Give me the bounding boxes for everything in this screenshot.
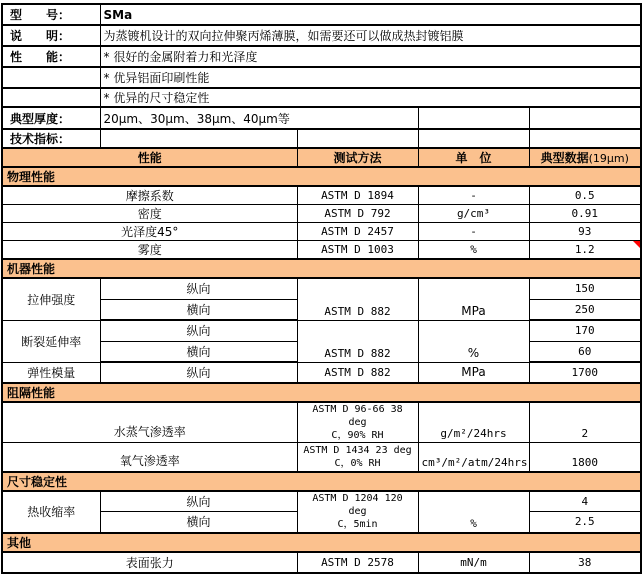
test-method: ASTM D 2578 <box>297 552 418 573</box>
direction-label: 横向 <box>100 512 297 533</box>
property-name: 雾度 <box>2 241 297 260</box>
typical-header-text: 典型数据 <box>540 151 589 165</box>
test-method <box>297 443 418 472</box>
typical-value: 60 <box>529 341 641 362</box>
typical-value: 250 <box>529 299 641 320</box>
section-header-mechanical <box>2 259 641 278</box>
section-header-physical <box>2 167 641 186</box>
column-header-typical <box>529 148 641 167</box>
section-title: 机器性能 <box>2 259 641 278</box>
table-header-row <box>2 148 641 167</box>
typical-value: 170 <box>529 320 641 341</box>
direction-label: 纵向 <box>100 278 297 299</box>
typical-value: 1800 <box>529 443 641 472</box>
property-name: 水蒸气渗透率 <box>2 402 297 443</box>
test-method <box>297 402 418 443</box>
method-line-2: C，5min <box>337 519 378 530</box>
spec-table <box>1 3 642 574</box>
empty-cell <box>100 129 297 148</box>
unit: % <box>418 491 529 533</box>
unit: MPa <box>418 362 529 383</box>
features-label: 性 能： <box>2 46 100 67</box>
typical-value: 0.91 <box>529 205 641 223</box>
description-value: 为蒸镀机设计的双向拉伸聚丙烯薄膜，如需要还可以做成热封镀铝膜 <box>100 25 641 46</box>
table-row <box>2 443 641 472</box>
property-name: 弹性模量 <box>2 362 100 383</box>
property-name: 密度 <box>2 205 297 223</box>
table-row <box>2 186 641 205</box>
feature-item: * 很好的金属附着力和光泽度 <box>100 46 641 67</box>
unit: - <box>418 223 529 241</box>
unit: % <box>418 320 529 362</box>
model-value: SMa <box>100 4 641 25</box>
typical-value: 38 <box>529 552 641 573</box>
property-name: 氧气渗透率 <box>2 443 297 472</box>
comment-indicator-icon <box>633 241 640 248</box>
typical-header-note: (19μm) <box>588 152 629 165</box>
typical-value <box>529 241 641 260</box>
section-title: 尺寸稳定性 <box>2 472 641 491</box>
features-row-3 <box>2 88 641 107</box>
section-header-other <box>2 533 641 552</box>
unit: g/cm³ <box>418 205 529 223</box>
section-title: 阻隔性能 <box>2 383 641 402</box>
unit: g/m²/24hrs <box>418 402 529 443</box>
property-name: 摩擦系数 <box>2 186 297 205</box>
typical-value: 2.5 <box>529 512 641 533</box>
empty-label-cell <box>2 67 100 88</box>
empty-cell <box>418 129 529 148</box>
unit: - <box>418 186 529 205</box>
features-row-1 <box>2 46 641 67</box>
empty-label-cell <box>2 88 100 107</box>
section-title: 物理性能 <box>2 167 641 186</box>
method-line-2: C，0% RH <box>334 457 381 469</box>
test-method: ASTM D 882 <box>297 278 418 320</box>
unit: mN/m <box>418 552 529 573</box>
thickness-label: 典型厚度： <box>2 107 100 129</box>
description-label: 说 明： <box>2 25 100 46</box>
direction-label: 横向 <box>100 341 297 362</box>
test-method: ASTM D 1894 <box>297 186 418 205</box>
property-name: 表面张力 <box>2 552 297 573</box>
feature-item: * 优异的尺寸稳定性 <box>100 88 641 107</box>
property-name: 断裂延伸率 <box>2 320 100 362</box>
method-line-1: ASTM D 1434 23 deg <box>303 444 412 456</box>
unit: cm³/m²/atm/24hrs <box>418 443 529 472</box>
typical-value-text: 1.2 <box>574 243 595 256</box>
feature-item: * 优异铝面印刷性能 <box>100 67 641 88</box>
test-method: ASTM D 2457 <box>297 223 418 241</box>
property-name: 光泽度45° <box>2 223 297 241</box>
thickness-row <box>2 107 641 129</box>
test-method: ASTM D 882 <box>297 320 418 362</box>
features-row-2 <box>2 67 641 88</box>
direction-label: 横向 <box>100 299 297 320</box>
table-row <box>2 205 641 223</box>
table-row <box>2 402 641 443</box>
tech-index-label: 技术指标： <box>2 129 100 148</box>
direction-label: 纵向 <box>100 362 297 383</box>
unit: MPa <box>418 278 529 320</box>
empty-cell <box>529 129 641 148</box>
typical-value: 1700 <box>529 362 641 383</box>
typical-value: 0.5 <box>529 186 641 205</box>
tech-index-row <box>2 129 641 148</box>
typical-value: 150 <box>529 278 641 299</box>
typical-value: 93 <box>529 223 641 241</box>
table-row <box>2 223 641 241</box>
thickness-value: 20μm、30μm、38μm、40μm等 <box>100 107 418 129</box>
method-line-1: ASTM D 1204 120 deg <box>312 493 403 517</box>
property-name: 拉伸强度 <box>2 278 100 320</box>
section-header-barrier <box>2 383 641 402</box>
column-header-unit: 单 位 <box>418 148 529 167</box>
empty-cell <box>529 107 641 129</box>
description-row <box>2 25 641 46</box>
section-title: 其他 <box>2 533 641 552</box>
direction-label: 纵向 <box>100 320 297 341</box>
table-row <box>2 552 641 573</box>
table-row <box>2 491 641 512</box>
table-row <box>2 278 641 299</box>
test-method: ASTM D 882 <box>297 362 418 383</box>
empty-cell <box>418 107 529 129</box>
column-header-property: 性能 <box>2 148 297 167</box>
model-row <box>2 4 641 25</box>
column-header-method: 测试方法 <box>297 148 418 167</box>
typical-value: 4 <box>529 491 641 512</box>
test-method <box>297 491 418 533</box>
table-row <box>2 320 641 341</box>
table-row <box>2 362 641 383</box>
method-line-1: ASTM D 96-66 38 deg <box>312 404 403 428</box>
typical-value: 2 <box>529 402 641 443</box>
section-header-dimensional <box>2 472 641 491</box>
test-method: ASTM D 792 <box>297 205 418 223</box>
model-label: 型 号： <box>2 4 100 25</box>
property-name: 热收缩率 <box>2 491 100 533</box>
table-row <box>2 241 641 260</box>
test-method: ASTM D 1003 <box>297 241 418 260</box>
direction-label: 纵向 <box>100 491 297 512</box>
unit: % <box>418 241 529 260</box>
method-line-2: C，90% RH <box>331 430 384 441</box>
empty-cell <box>297 129 418 148</box>
